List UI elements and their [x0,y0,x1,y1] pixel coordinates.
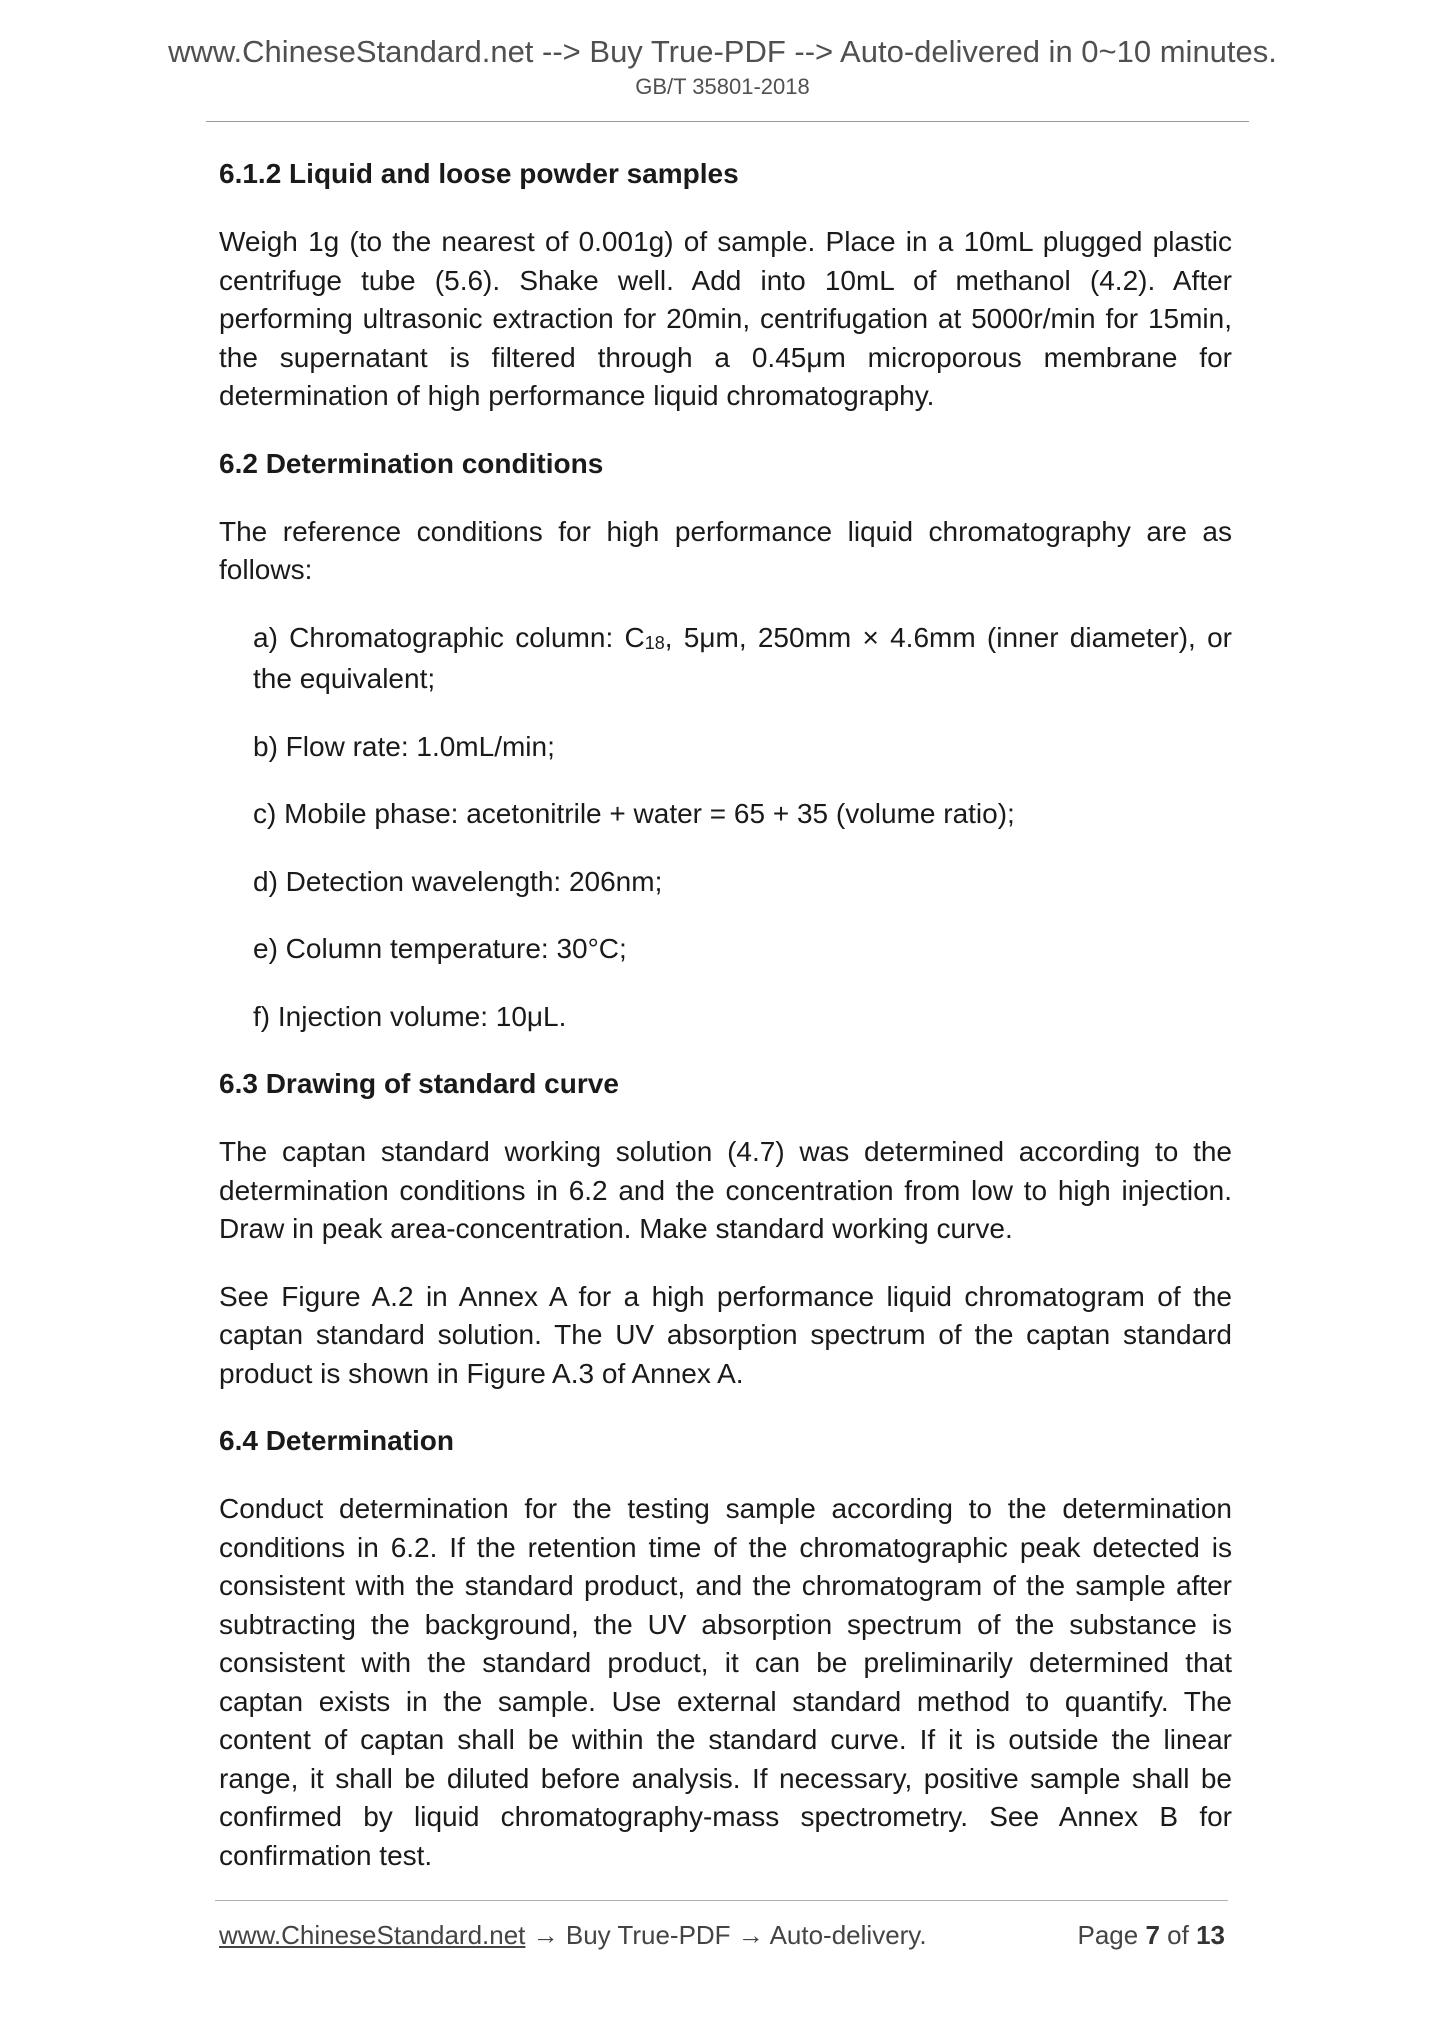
paragraph-6-4: Conduct determination for the testing sample according to the determination conditions in 6.2. If the retention time of the chromatographic peak detected is consistent with the standard product, and the chromatogram of the sample after subtracting the background, the UV absorption spectrum of the substance is consistent with the standard product, it can be preliminarily determined that captan exists in the sample. Use external standard method to quantify. The content of captan shall be within the standard curve. If it is outside the linear range, it shall be diluted before analysis. If necessary, positive sample shall be confirmed by liquid chromatography-mass spectrometry. See Annex B for confirmation test. [219,1493,1232,1871]
heading-6-3: 6.3 Drawing of standard curve [219,1068,619,1099]
header-banner: www.ChineseStandard.net --> Buy True-PDF --> Auto-delivered in 0~10 minutes. [168,34,1277,69]
header-divider [206,121,1249,122]
paragraph-6-3-a: The captan standard working solution (4.7) was determined according to the determination conditions in 6.2 and the concentration from low to high injection. Draw in peak area-concentration. Make standard working curve. [219,1136,1232,1244]
paragraph-6-2-intro: The reference conditions for high performance liquid chromatography are as follows: [219,515,1232,585]
condition-item-c: c) Mobile phase: acetonitrile + water = 65 + 35 (volume ratio); [253,798,1015,829]
footer-left [219,1918,927,1952]
footer-site-link[interactable]: www.ChineseStandard.net [219,1920,526,1950]
condition-item-a-subscript: 18 [644,632,665,653]
condition-item-a [253,619,1232,699]
condition-item-b: b) Flow rate: 1.0mL/min; [253,730,555,762]
condition-item-e: e) Column temperature: 30°C; [253,933,627,964]
footer-tagline: → Buy True-PDF → Auto-delivery. [525,1920,927,1950]
paragraph-6-3-b: See Figure A.2 in Annex A for a high performance liquid chromatogram of the captan standard solution. The UV absorption spectrum of the captan standard product is shown in Figure A.3 of Annex A. [219,1280,1232,1389]
page-indicator [1077,1918,1225,1952]
paragraph-6-1-2: Weigh 1g (to the nearest of 0.001g) of sample. Place in a 10mL plugged plastic centrifuge tube (5.6). Shake well. Add into 10mL of methanol (4.2). After performing ultrasonic extraction for 20min, centrifugation at 5000r/min for 15min, the supernatant is filtered through a 0.45μm microporous membrane for determination of high performance liquid chromatography. [219,226,1232,411]
condition-item-a-suffix: , 5μm, 250mm × 4.6mm (inner diameter), or the equivalent; [253,621,1232,694]
footer-divider [215,1900,1228,1901]
page-of: of [1167,1920,1189,1950]
page-total: 13 [1196,1920,1225,1950]
heading-6-4: 6.4 Determination [219,1425,454,1456]
condition-item-f: f) Injection volume: 10μL. [253,1000,567,1032]
page-current: 7 [1145,1920,1160,1950]
standard-number: GB/T 35801-2018 [635,74,810,99]
heading-6-2: 6.2 Determination conditions [219,447,604,479]
page-label: Page [1077,1920,1139,1950]
condition-item-a-prefix: a) Chromatographic column: C [253,621,645,653]
condition-item-d: d) Detection wavelength: 206nm; [253,865,663,897]
heading-6-1-2: 6.1.2 Liquid and loose powder samples [219,158,739,189]
document-body [219,155,1232,1904]
